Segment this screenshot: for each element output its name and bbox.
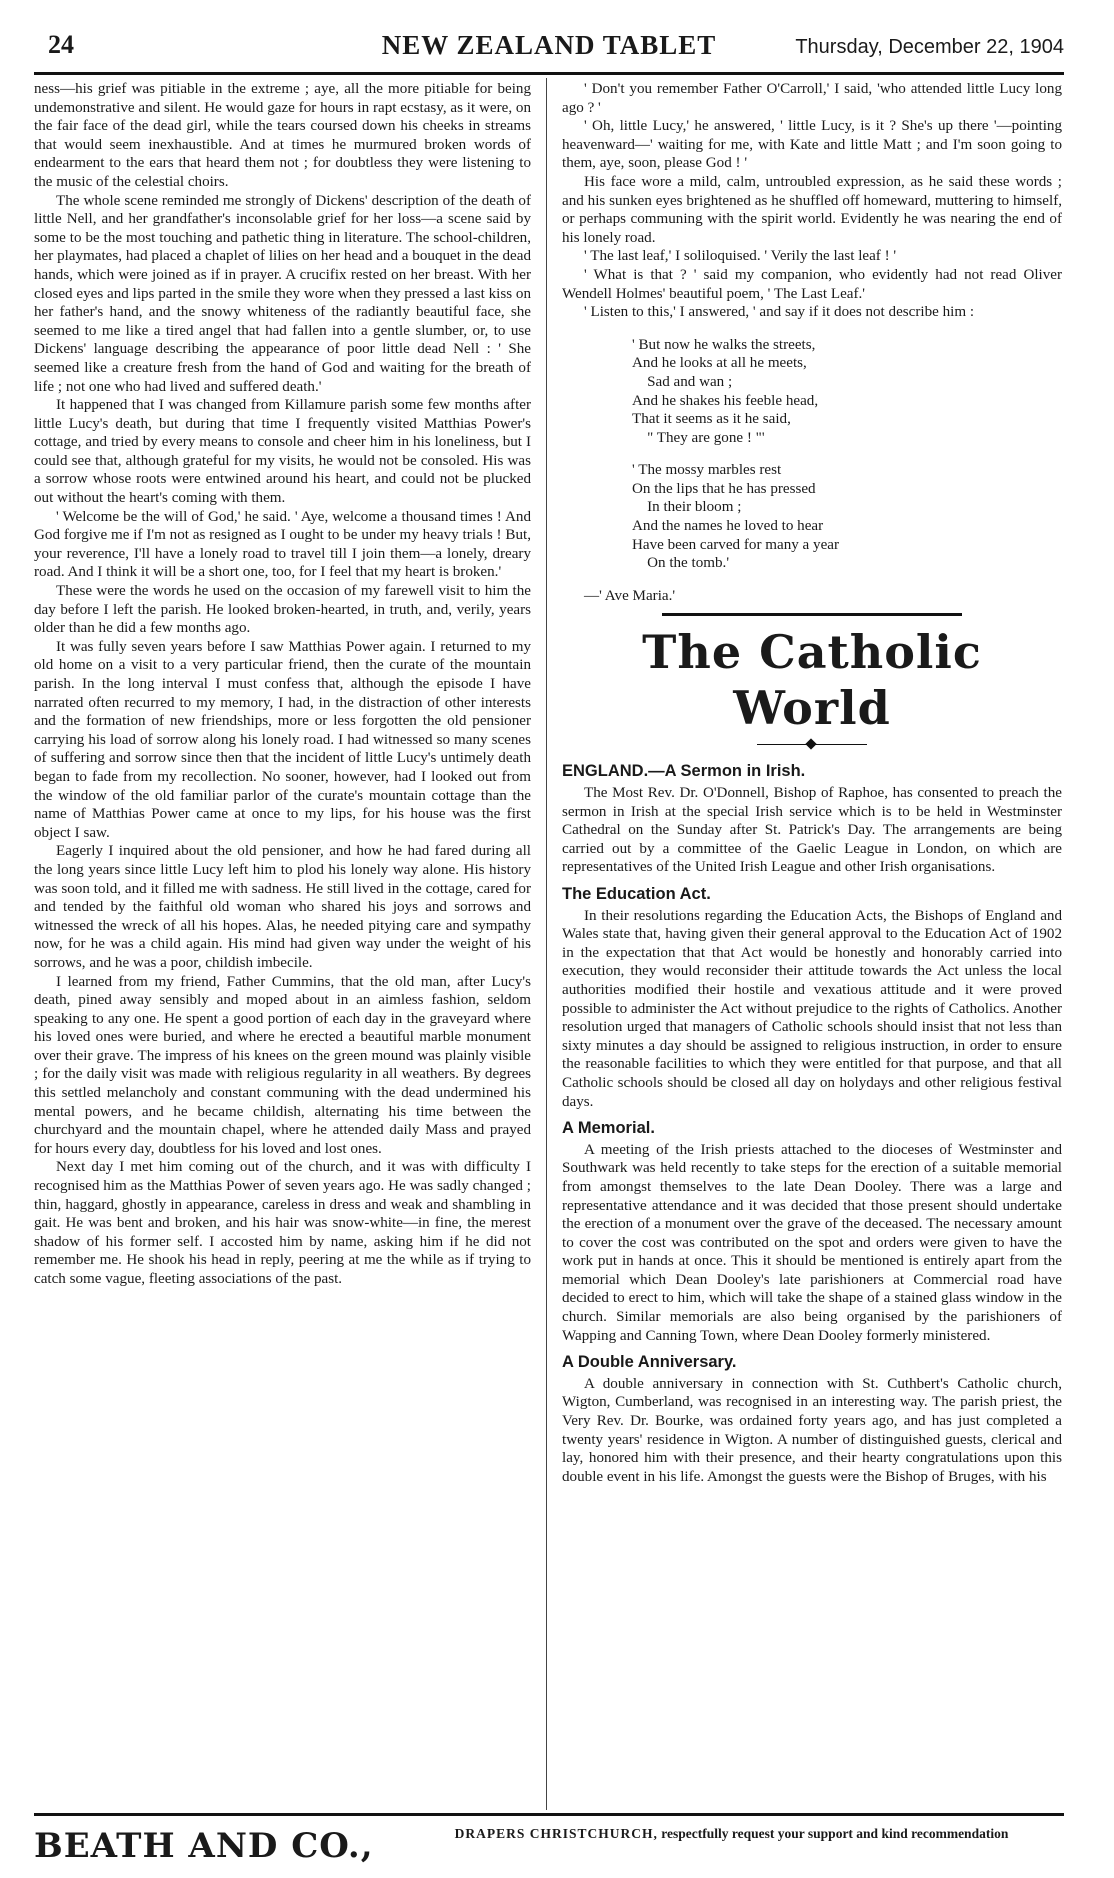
story-paragraph: ' Listen to this,' I answered, ' and say if it does not describe him : <box>584 304 975 321</box>
story-paragraph: ' Oh, little Lucy,' he answered, ' little Lucy, is it ? She's up there '—pointing heavenward—' waiting for me, with Kate and little Matt ; and I'm soon going to them, aye, soon, please God ! ' <box>562 118 1062 172</box>
story-paragraph: His face wore a mild, calm, untroubled expression, as he said these words ; and his sunken eyes brightened as he shuffled off homeward, muttering to himself, or perhaps communing with the spirit world. Evidently he was nearing the end of his lonely road. <box>562 173 1062 246</box>
story-paragraph: These were the words he used on the occasion of my farewell visit to him the day before I left the parish. He looked broken-hearted, in truth, and, verily, years older than he did a few months ago. <box>34 583 531 637</box>
tagline-request: respectfully request your support and kind recommendation <box>661 1826 1009 1841</box>
story-paragraph: ness—his grief was pitiable in the extreme ; aye, all the more pitiable for being undemonstrative and silent. He would gaze for hours in rapt ecstasy, as it were, on the fair face of the dead girl, while the tears coursed down his cheeks in streams that would seem inexhaustible. And at times he murmured broken words of endearment to the ears that heard them not ; for doubtless they were listening to the music of the celestial choirs. <box>34 81 531 190</box>
advertiser-name: BEATH AND CO., <box>34 1826 374 1866</box>
poem-line: Sad and wan ; <box>632 373 733 390</box>
masthead-rule <box>34 72 1064 75</box>
poem-line: That it seems as it he said, <box>632 411 791 428</box>
poem-line: " They are gone ! "' <box>632 429 765 446</box>
poem-line: ' But now he walks the streets, <box>632 336 816 353</box>
article-heading: A Memorial. <box>562 1119 655 1138</box>
poem-stanza <box>632 461 1062 573</box>
poem-line: And he shakes his feeble head, <box>632 392 819 409</box>
article-body: The Most Rev. Dr. O'Donnell, Bishop of Raphoe, has consented to preach the sermon in Irish at the special Irish service which is to be held in Westminster Cathedral on the Sunday after St. Patrick's Day. The arrangements are being carried out by a committee of the Gaelic League in London, on which are representatives of the United Irish League and other Irish organisations. <box>562 785 1062 876</box>
article-body: A double anniversary in connection with St. Cuthbert's Catholic church, Wigton, Cumberland, was recognised in an interesting way. The parish priest, the Very Rev. Dr. Bourke, was ordained forty years ago, and has just completed a twenty years' residence in Wigton. A number of distinguished guests, clerical and lay, honored him with their presence, and their hearty congratulations upon this double event in his life. Amongst the guests were the Bishop of Bruges, with his <box>562 1375 1062 1485</box>
ornament-divider-icon <box>757 740 867 750</box>
page-number: 24 <box>48 30 74 59</box>
story-paragraph: The whole scene reminded me strongly of Dickens' description of the death of little Nell, and her grandfather's inconsolable grief for her loss—a scene said by some to be the most touching and pathetic thing in literature. The school-children, her playmates, had placed a chaplet of lilies on her head and a bouquet in the dead hands, which were joined as if in prayer. A crucifix rested on her breast. With her closed eyes and lips parted in the smile they wore when they pressed a last kiss on her father's hand, and the snowy whiteness of the radiantly beautiful face, she seemed to me like a tired angel that had fallen into a gentle slumber, or, to use Dickens' language describing the appearance of poor little dead Nell : ' She seemed like a creature fresh from the hand of God and waiting for the breath of life ; not one who had lived and suffered death.' <box>34 192 531 395</box>
poem-line: ' The mossy marbles rest <box>632 462 782 479</box>
advertisement-tagline <box>399 1825 1064 1842</box>
poem-line: On the tomb.' <box>632 555 730 572</box>
poem-stanza <box>632 336 1062 448</box>
section-header <box>562 613 1062 750</box>
newspaper-title: NEW ZEALAND TABLET <box>381 30 717 60</box>
poem-attribution: —' Ave Maria.' <box>584 587 676 604</box>
story-paragraph: I learned from my friend, Father Cummins, that the old man, after Lucy's death, pined away sensibly and moped about in an aimless fashion, seldom speaking to any one. He spent a good portion of each day in the graveyard where his loved ones were buried, and where he erected a beautiful marble monument over their grave. The impress of his knees on the green mound was plainly visible ; for the daily visit was made with religious regularity in all weathers. By degrees this settled melancholy and constant communing with the dead undermined his mental powers, and he became childish, alternating his time between the churchyard and the mountain chapel, where he attended daily Mass and prayed for hours every day, doubtless for his loved and lost ones. <box>34 973 531 1157</box>
poem-line: And the names he loved to hear <box>632 518 824 535</box>
issue-date: Thursday, December 22, 1904 <box>795 36 1064 58</box>
right-column <box>562 80 1062 1810</box>
section-top-rule <box>662 613 962 616</box>
story-paragraph: Next day I met him coming out of the church, and it was with difficulty I recognised him as the Matthias Power of seven years ago. He was sadly changed ; thin, haggard, ghostly in appearance, careless in dress and weak and shambling in gait. He was bent and broken, and his hair was snow-white—in fine, the merest shadow of his former self. I accosted him by name, asking him if he did not remember me. He shook his head in reply, peering at me the while as if trying to catch some vague, fleeting associations of the past. <box>34 1159 531 1287</box>
story-paragraph: ' Don't you remember Father O'Carroll,' I said, 'who attended little Lucy long ago ? ' <box>562 81 1062 116</box>
poem-line: In their bloom ; <box>632 499 742 516</box>
story-paragraph: ' What is that ? ' said my companion, who evidently had not read Oliver Wendell Holmes' beautiful poem, ' The Last Leaf.' <box>562 266 1062 302</box>
story-paragraph: ' The last leaf,' I soliloquised. ' Verily the last leaf ! ' <box>584 248 897 265</box>
story-paragraph: ' Welcome be the will of God,' he said. ' Aye, welcome a thousand times ! And God forgive me if I'm not as resigned as I ought to be under my heavy trials ! But, your reverence, I'll have a lonely road to travel till I join them—a lonely, dreary road. And I think it will be a short one, too, for I feel that my heart is broken.' <box>34 508 531 581</box>
footer-rule <box>34 1813 1064 1816</box>
article-heading: The Education Act. <box>562 885 711 903</box>
article-heading: ENGLAND.—A Sermon in Irish. <box>562 762 806 781</box>
advertisement-footer <box>34 1822 1064 1872</box>
poem-last-leaf <box>632 336 1062 573</box>
article-body: A meeting of the Irish priests attached to the dioceses of Westminster and Southwark was held recently to take steps for the erection of a suitable memorial from amongst themselves to the late Dean Dooley. There was a large and representative attendance and it was decided that those present should undertake the erection of a monument over the grave of the deceased. The necessary amount to cover the cost was contributed on the spot and orders were given to have the work put in hands at once. This it should be mentioned is entirely apart from the memorial which Dean Dooley's late parishioners at Commercial road have decided to erect to him, which will take the shape of a stained glass window in the church. Similar memorials are also being organised by the parishioners of Wapping and Canning Town, where Dean Dooley formerly ministered. <box>562 1141 1062 1344</box>
poem-line: Have been carved for many a year <box>632 536 840 553</box>
section-title: The Catholic World <box>642 625 982 736</box>
poem-line: On the lips that he has pressed <box>632 480 816 497</box>
article-heading: A Double Anniversary. <box>562 1353 737 1372</box>
story-paragraph: It happened that I was changed from Killamure parish some few months after little Lucy's death, but during that time I frequently visited Matthias Power's cottage, and tried by every means to console and cheer him in his loneliness, but I could see that, although grateful for my visits, he would not be consoled. His was a sorrow whose roots were entwined around his heart, and could not be plucked out without the heart's coming with them. <box>34 397 531 507</box>
story-paragraph: Eagerly I inquired about the old pensioner, and how he had fared during all the long years since little Lucy left him to plod his lonely way alone. His history was soon told, and it filled me with sadness. He still lived in the cottage, cared for and tended by the faithful old woman who shared his joys and sorrows and witnessed the wreck of all his hopes. Alas, he needed pitying care and sympathy now, for he was a child again. His mind had given way under the weight of his sorrows, and he was a poor, childish imbecile. <box>34 843 531 971</box>
column-divider <box>546 78 547 1810</box>
article-body: In their resolutions regarding the Education Acts, the Bishops of England and Wales state that, having given their general approval to the Education Act of 1902 in the expectation that that Act would be honestly and honorably carried into execution, they would reconsider their attitude towards the Act unless the local authorities modified their hostile and vexatious attitude and it were proved possible to administer the Act without prejudice to the rights of Catholics. Another resolution urged that managers of Catholic schools should insist that not less than sixty minutes a day should be assigned to religious instruction, in order to ensure the reasonable facilities to which they were entitled for that purpose, and that all Catholic schools should be closed all day on holydays and other religious festival days. <box>562 907 1062 1110</box>
poem-line: And he looks at all he meets, <box>632 355 807 372</box>
tagline-drapers: DRAPERS CHRISTCHURCH, <box>454 1826 658 1841</box>
masthead <box>34 30 1064 70</box>
story-paragraph: It was fully seven years before I saw Matthias Power again. I returned to my old home on a visit to a very particular friend, then the curate of the mountain parish. In the long interval I must confess that, although the episode I have narrated often recurred to my memory, I had, in the distraction of other interests and the formation of new friendships, more or less forgotten the old pensioner carrying his load of sorrow along his lonely road. I had witnessed so many scenes of suffering and sorrow since then that the incident of little Lucy's untimely death began to fade from my recollection. No sooner, however, had I looked out from the window of the old familiar parlor of the curate's mountain cottage than the name of Matthias Power came at once to my lips, for his house was the first object I saw. <box>34 638 531 841</box>
left-column <box>34 80 531 1810</box>
